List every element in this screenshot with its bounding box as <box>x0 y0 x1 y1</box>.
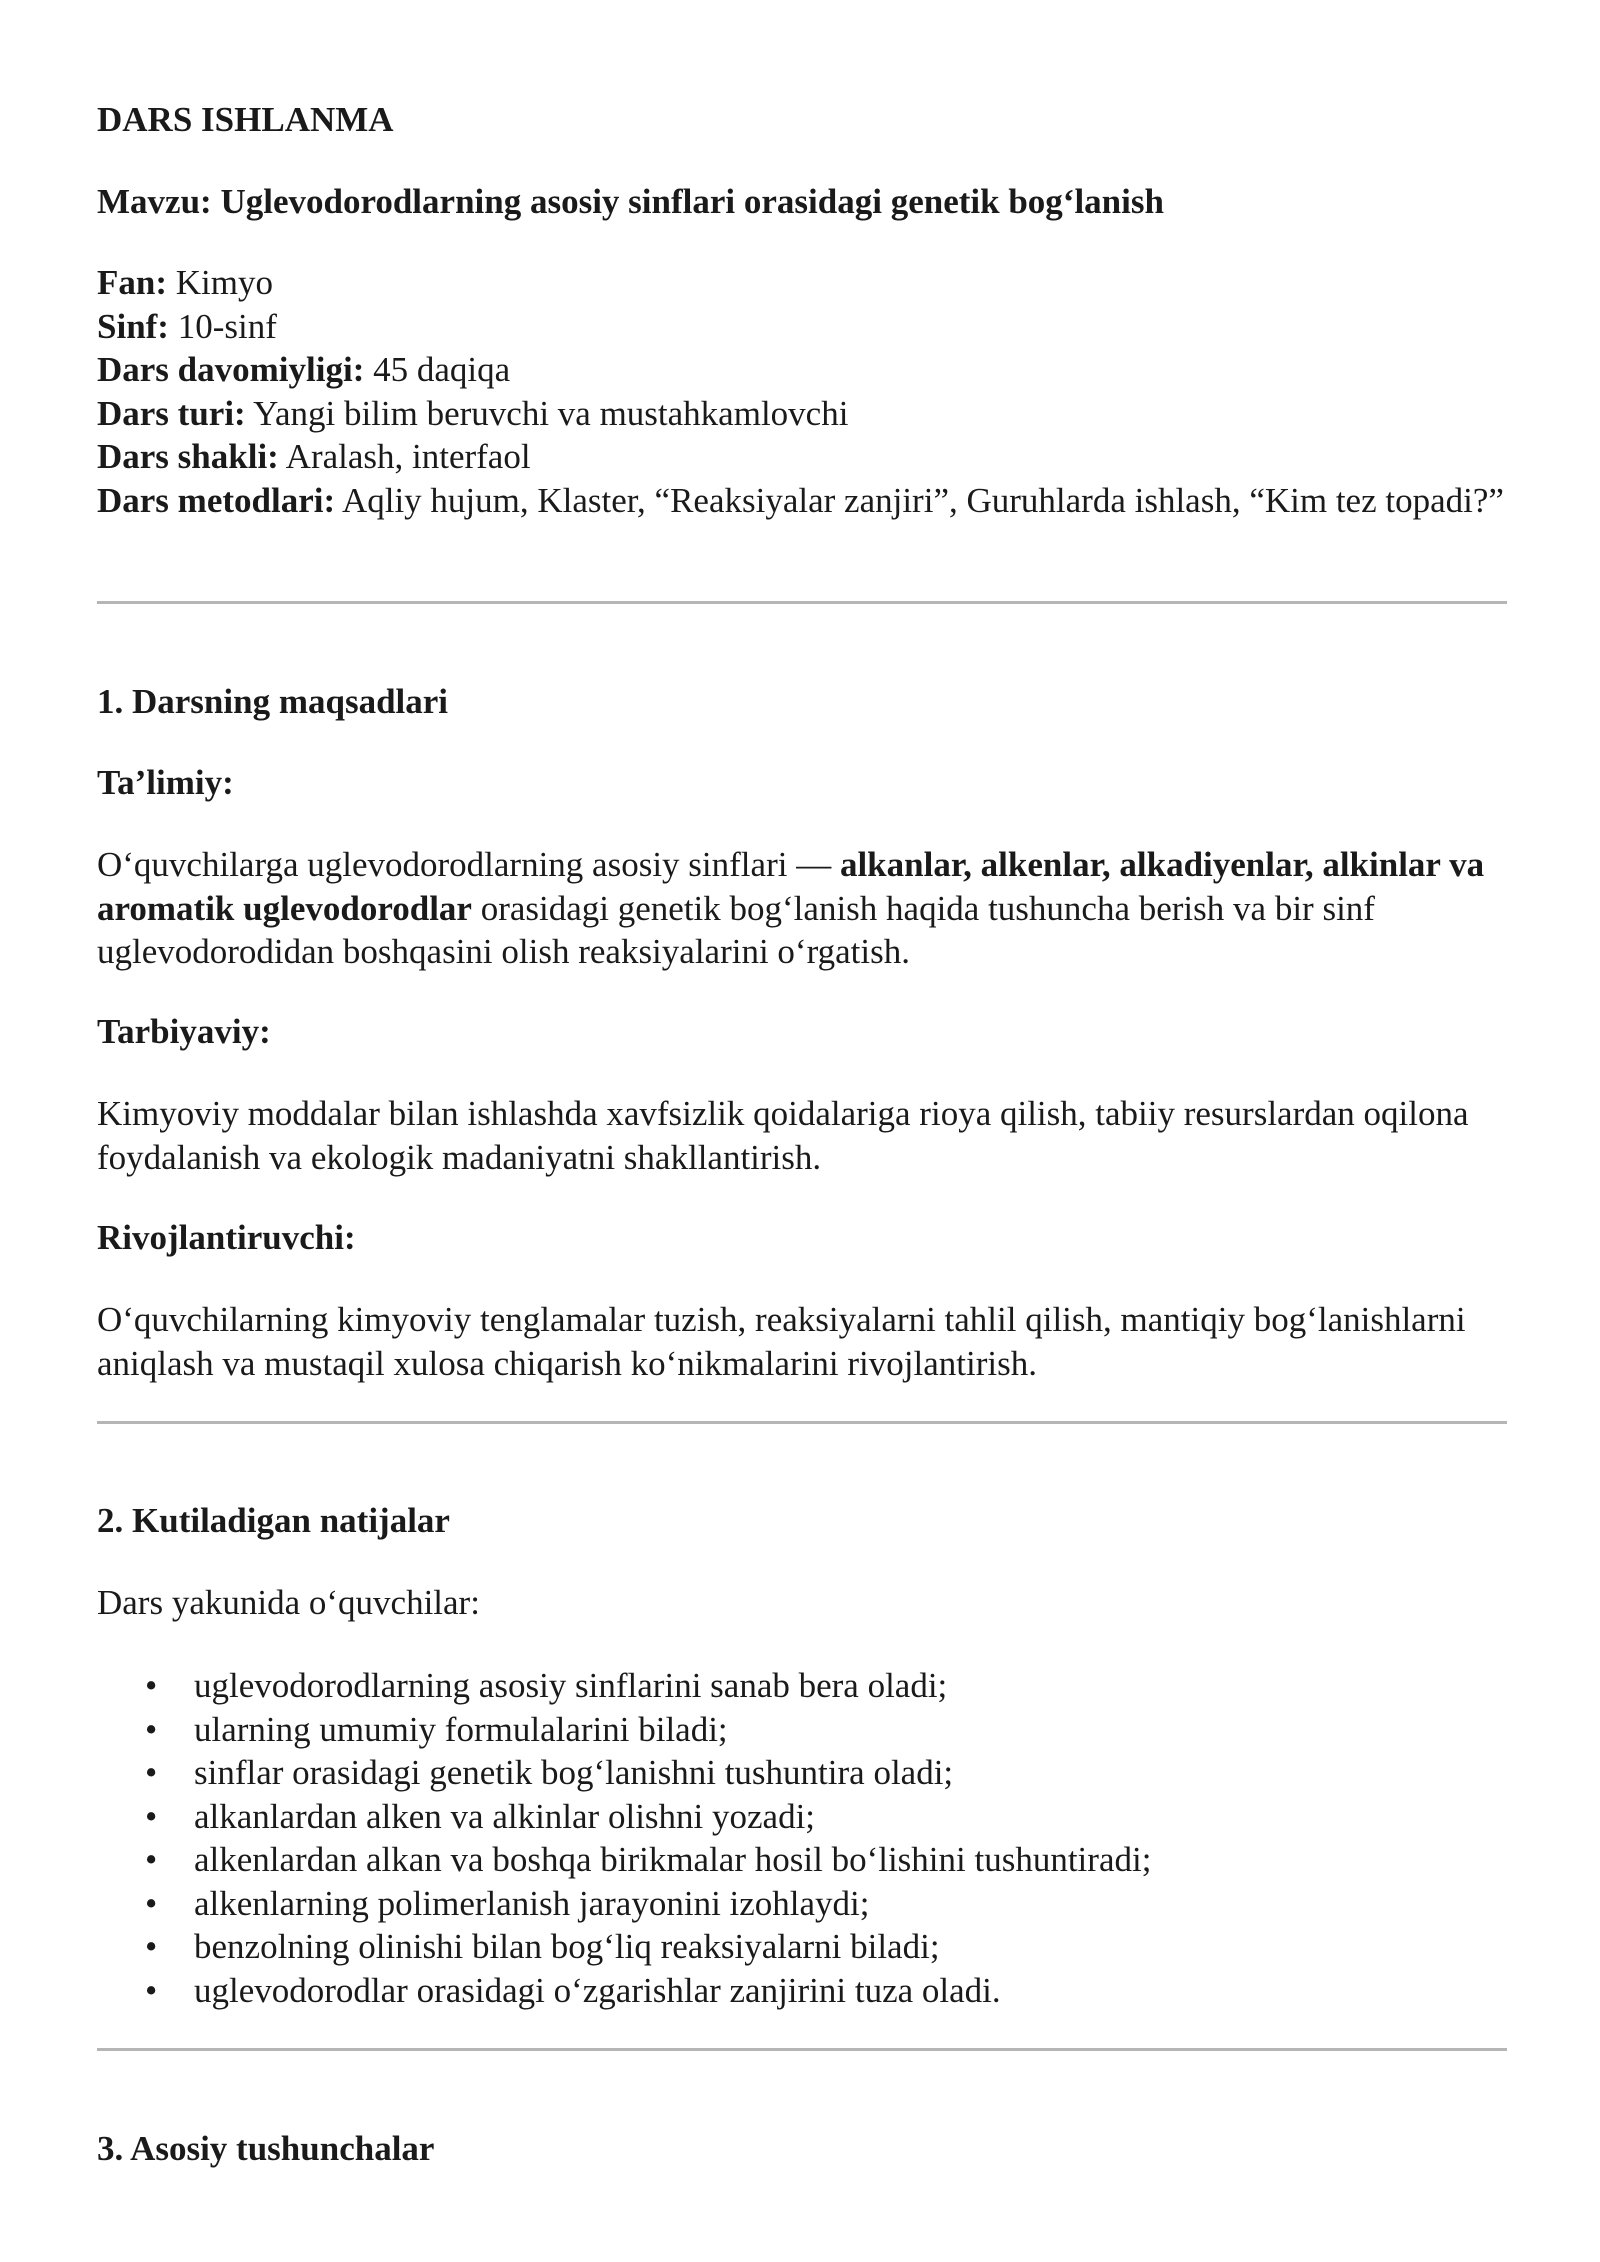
bullet-icon: • <box>145 1709 158 1749</box>
meta-value: 45 daqiqa <box>364 350 511 389</box>
meta-value: Kimyo <box>167 263 273 302</box>
bullet-icon: • <box>145 1970 158 2010</box>
list-item-text: uglevodorodlarning asosiy sinflarini sanab bera oladi; <box>194 1666 948 1705</box>
meta-class <box>97 305 1507 349</box>
list-item <box>97 1882 1507 1926</box>
goal-label-educational: Ta’limiy: <box>97 763 234 802</box>
meta-key: Dars davomiyligi: <box>97 350 365 389</box>
goal-label-developmental: Rivojlantiruvchi: <box>97 1218 356 1257</box>
list-item-text: alkanlardan alken va alkinlar olishni yozadi; <box>194 1796 816 1836</box>
bullet-icon: • <box>145 1927 158 1966</box>
section-heading-goals: 1. Darsning maqsadlari <box>97 682 449 721</box>
meta-methods <box>97 479 1507 523</box>
meta-key: Dars metodlari: <box>97 480 336 520</box>
goal-text-part: orasidagi genetik bog‘lanish haqida tushuncha berish va bir sinf uglevodorodidan boshqasini olish reaksiyalarini o‘rgatish. <box>97 888 1375 971</box>
goal-text-upbringing: Kimyoviy moddalar bilan ishlashda xavfsizlik qoidalariga rioya qilish, tabiiy resurslardan oqilona foydalanish va ekologik madaniyatni shakllantirish. <box>97 1094 1469 1177</box>
meta-key: Sinf: <box>97 306 169 346</box>
meta-value: Aralash, interfaol <box>278 437 531 476</box>
list-item-text: ularning umumiy formulalarini biladi; <box>194 1709 728 1749</box>
hydrocarbon-classes: alkanlar, alkenlar, alkadiyenlar, alkinlar va aromatik uglevodorodlar <box>97 845 1485 928</box>
bullet-icon: • <box>145 1796 158 1836</box>
goal-label-upbringing: Tarbiyaviy: <box>97 1012 271 1051</box>
results-intro: Dars yakunida o‘quvchilar: <box>97 1583 480 1622</box>
bullet-icon: • <box>145 1753 158 1792</box>
goal-text-educational <box>97 843 1507 974</box>
section-heading-concepts: 3. Asosiy tushunchalar <box>97 2129 435 2168</box>
list-item-text: sinflar orasidagi genetik bog‘lanishni tushuntira oladi; <box>194 1753 954 1792</box>
meta-key: Dars shakli: <box>97 437 279 476</box>
list-item-text: benzolning olinishi bilan bog‘liq reaksiyalarni biladi; <box>194 1927 940 1966</box>
list-item <box>97 1751 1507 1795</box>
list-item-text: alkenlarning polimerlanish jarayonini izohlaydi; <box>194 1883 870 1923</box>
meta-form <box>97 435 1507 479</box>
list-item <box>97 1795 1507 1839</box>
meta-value: 10-sinf <box>168 306 277 346</box>
bullet-icon: • <box>145 1666 158 1705</box>
list-item <box>97 1664 1507 1708</box>
document-title: DARS ISHLANMA <box>97 100 394 139</box>
divider <box>97 2048 1507 2051</box>
list-item <box>97 1838 1507 1882</box>
meta-duration <box>97 348 1507 392</box>
lesson-meta <box>97 261 1507 522</box>
divider <box>97 601 1507 604</box>
list-item-text: alkenlardan alkan va boshqa birikmalar hosil bo‘lishini tushuntiradi; <box>194 1840 1152 1879</box>
bullet-icon: • <box>145 1840 158 1879</box>
results-list <box>97 1664 1507 2012</box>
meta-value: Aqliy hujum, Klaster, “Reaksiyalar zanjiri”, Guruhlarda ishlash, “Kim tez topadi?” <box>335 480 1504 520</box>
goal-text-developmental: O‘quvchilarning kimyoviy tenglamalar tuzish, reaksiyalarni tahlil qilish, mantiqiy bog‘lanishlarni aniqlash va mustaqil xulosa chiqarish ko‘nikmalarini rivojlantirish. <box>97 1300 1466 1383</box>
meta-type <box>97 392 1507 436</box>
meta-key: Fan: <box>97 263 167 302</box>
bullet-icon: • <box>145 1883 158 1923</box>
meta-key: Dars turi: <box>97 393 246 433</box>
meta-subject <box>97 261 1507 305</box>
divider <box>97 1421 1507 1424</box>
goal-text-part: O‘quvchilarga uglevodorodlarning asosiy sinflari — <box>97 845 840 884</box>
meta-value: Yangi bilim beruvchi va mustahkamlovchi <box>245 393 849 433</box>
list-item <box>97 1708 1507 1752</box>
list-item <box>97 1925 1507 1969</box>
lesson-topic: Mavzu: Uglevodorodlarning asosiy sinflari orasidagi genetik bog‘lanish <box>97 182 1164 221</box>
list-item <box>97 1969 1507 2013</box>
list-item-text: uglevodorodlar orasidagi o‘zgarishlar zanjirini tuza oladi. <box>194 1970 1001 2010</box>
section-heading-results: 2. Kutiladigan natijalar <box>97 1501 450 1540</box>
